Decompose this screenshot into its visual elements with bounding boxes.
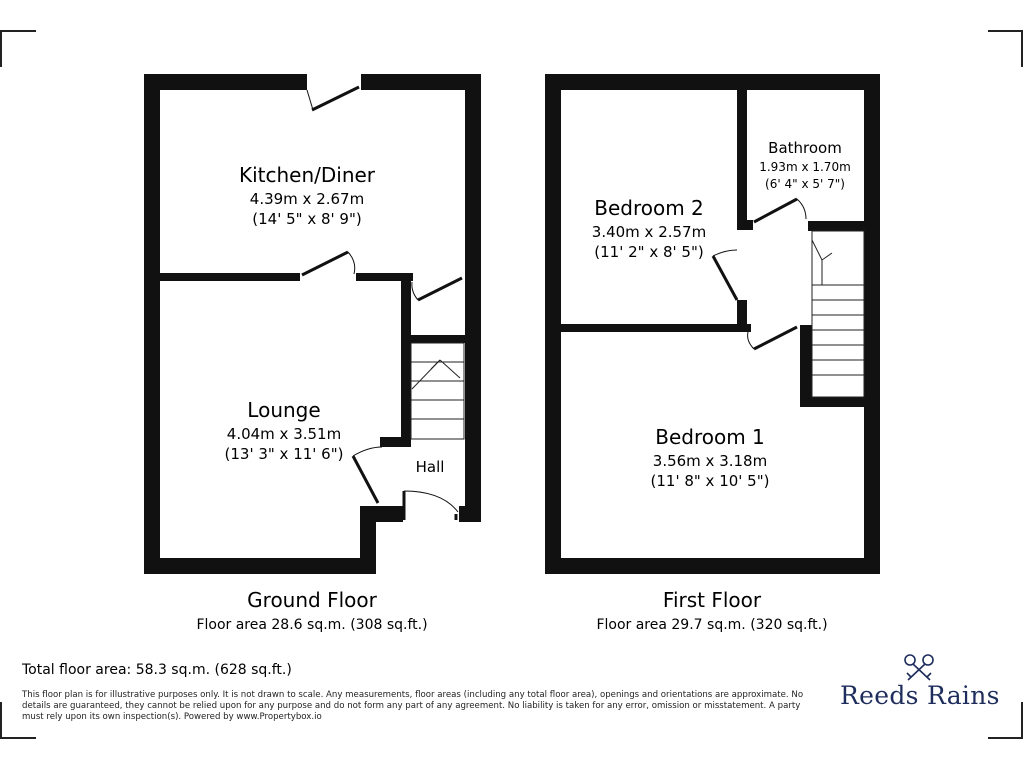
ground-floor-title: Ground Floor [247,588,377,612]
bedroom2-name: Bedroom 2 [594,196,704,220]
lounge-metric: 4.04m x 3.51m [226,425,342,443]
lounge-name: Lounge [247,398,321,422]
first-floor-stairs [812,231,864,397]
ground-floor-stairs [411,343,464,439]
bedroom2-imperial: (11' 2" x 8' 5") [594,243,704,261]
bedroom1-name: Bedroom 1 [655,425,765,449]
ground-floor-outer-wall [144,74,481,574]
kitchen-name: Kitchen/Diner [238,163,376,187]
ground-floor-area: Floor area 28.6 sq.m. (308 sq.ft.) [196,617,428,633]
crossed-keys-icon [905,655,933,680]
bed2-bed1-wall [561,324,751,332]
first-floor-area: Floor area 29.7 sq.m. (320 sq.ft.) [596,617,828,633]
bed2-bath-wall [737,90,747,230]
bathroom-metric: 1.93m x 1.70m [759,160,851,174]
brand-logo: Reeds Rains [840,681,1000,710]
bathroom-name: Bathroom [768,139,842,157]
bedroom2-metric: 3.40m x 2.57m [591,223,707,241]
bedroom1-imperial: (11' 8" x 10' 5") [650,472,770,490]
first-floor-title: First Floor [662,588,762,612]
bedroom1-metric: 3.56m x 3.18m [652,452,768,470]
lounge-imperial: (13' 3" x 11' 6") [224,445,344,463]
ground-floor-plan [144,74,481,574]
first-floor-plan [545,74,880,574]
disclaimer-text: This floor plan is for illustrative purposes only. It is not drawn to scale. Any measurements, floor areas (including any total floor area), openings and orientations are approximate. No details are guaranteed, they cannot be relied upon for any purpose and do not form any part of any agreement. No liability is taken for any error, omission or misstatement. A party must rely upon its own inspection(s). Powered by www.Propertybox.io [22,690,804,722]
total-floor-area: Total floor area: 58.3 sq.m. (628 sq.ft.) [22,662,292,678]
kitchen-imperial: (14' 5" x 8' 9") [252,210,362,228]
hall-name: Hall [415,458,445,476]
bathroom-imperial: (6' 4" x 5' 7") [765,177,845,191]
lounge-hall-wall [401,273,411,339]
kitchen-metric: 4.39m x 2.67m [249,190,365,208]
kitchen-lounge-wall [160,273,300,281]
